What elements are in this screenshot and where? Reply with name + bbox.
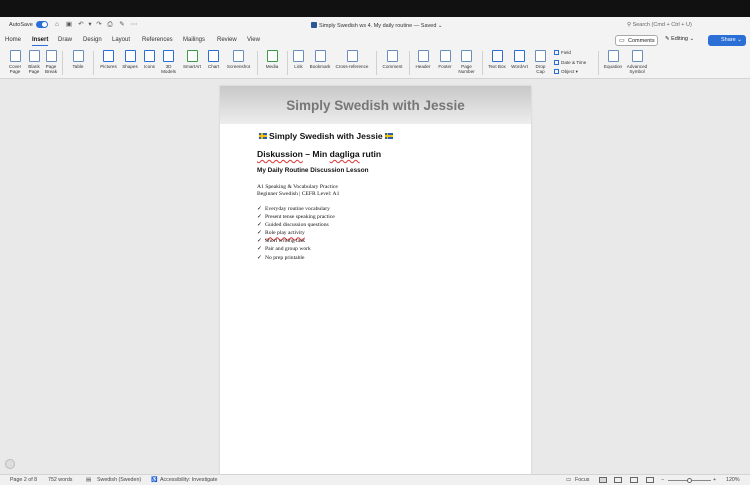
ribbon-divider [93, 51, 94, 75]
page-number-label-2: Number [458, 69, 475, 74]
proofing-icon: ▤ [86, 477, 92, 483]
list-item-text: Role play activity [265, 230, 305, 237]
comment-icon [387, 50, 398, 62]
comments-label: Comments [628, 38, 655, 44]
cover-page-button[interactable] [6, 50, 24, 74]
zoom-slider-thumb[interactable] [687, 478, 692, 483]
blank-page-label-2: Page [28, 69, 40, 74]
date-time-label: Date & Time [561, 60, 587, 65]
subtitle-word-diskussion: Diskussion [257, 149, 303, 159]
autosave-toggle[interactable] [36, 21, 48, 28]
list-item-text: Everyday routine vocabulary [265, 206, 330, 212]
ribbon-divider [287, 51, 288, 75]
swedish-flag-icon [259, 133, 267, 139]
list-item [257, 246, 335, 254]
comments-button[interactable] [615, 35, 658, 46]
table-button[interactable] [68, 50, 88, 69]
equation-button[interactable] [602, 50, 624, 69]
shapes-button[interactable] [120, 50, 140, 69]
cover-page-icon [10, 50, 21, 62]
pencil-icon: ✎ [665, 36, 670, 42]
undo-dropdown-icon[interactable]: ▾ [88, 21, 92, 28]
language-status[interactable]: Swedish (Sweden) [97, 477, 142, 483]
drop-cap-button[interactable] [532, 50, 549, 74]
web-layout-view-button[interactable] [614, 477, 622, 483]
print-layout-view-button[interactable] [599, 477, 607, 483]
table-label: Table [72, 64, 84, 69]
tab-insert[interactable]: Insert [32, 37, 49, 43]
document-page[interactable] [220, 86, 531, 475]
header-label: Header [415, 64, 431, 69]
word-count[interactable]: 752 words [48, 477, 73, 483]
ribbon-divider [257, 51, 258, 75]
comment-button[interactable] [381, 50, 404, 69]
field-label: Field [561, 50, 571, 55]
chevron-down-icon: ▾ [575, 69, 578, 74]
footer-button[interactable] [435, 50, 455, 69]
footer-icon [440, 50, 451, 62]
bookmark-icon [315, 50, 326, 62]
outline-view-button[interactable] [646, 477, 654, 483]
header-button[interactable] [413, 50, 433, 69]
media-icon [267, 50, 278, 62]
icons-icon [144, 50, 155, 62]
editing-label: Editing [671, 36, 688, 42]
omega-icon [632, 50, 643, 62]
comment-icon: ▭ [619, 38, 625, 44]
search-placeholder: Search (Cmd + Ctrl + U) [632, 22, 692, 28]
ribbon-divider [409, 51, 410, 75]
subtitle-word-min: – Min [305, 149, 328, 159]
chevron-down-icon: ⌄ [689, 36, 695, 42]
pi-icon [608, 50, 619, 62]
field-icon [554, 50, 559, 55]
list-item-text: Present tense speaking practice [265, 214, 335, 221]
ribbon-divider [62, 51, 63, 75]
list-item [257, 238, 335, 246]
media-label: Media [265, 64, 279, 69]
checkmark-icon: ✓ [257, 238, 262, 245]
tab-design[interactable]: Design [83, 37, 102, 43]
more-options-icon[interactable]: ⋯ [130, 21, 138, 28]
document-title[interactable] [311, 22, 443, 29]
copilot-button[interactable] [5, 459, 15, 469]
status-bar [0, 474, 750, 485]
editing-button[interactable] [665, 36, 694, 42]
share-label: Share [721, 37, 736, 43]
link-icon [293, 50, 304, 62]
list-item [257, 222, 335, 230]
undo-icon[interactable]: ↶ [78, 21, 84, 28]
document-title [257, 131, 395, 141]
list-item-text: Guided discussion questions [265, 222, 329, 229]
tab-review[interactable]: Review [217, 37, 237, 43]
advanced-symbol-label-1: Advanced [626, 64, 648, 69]
blank-page-button[interactable] [26, 50, 42, 74]
autosave-label: AutoSave [9, 22, 33, 28]
blank-page-label-1: Blank [28, 64, 40, 69]
info-line-1: A1 Speaking & Vocabulary Practice [257, 184, 338, 190]
checkmark-icon: ✓ [257, 222, 262, 229]
list-item-text: Pair and group work [265, 246, 311, 253]
document-title-text: Simply Swedish with Jessie [269, 131, 383, 141]
checkmark-icon: ✓ [257, 206, 262, 212]
footer-label: Footer [438, 64, 452, 69]
text-box-button[interactable] [486, 50, 508, 69]
3d-models-label-2: Models [161, 69, 176, 74]
text-box-icon [492, 50, 503, 62]
field-button[interactable] [554, 50, 571, 55]
link-button[interactable] [291, 50, 306, 69]
page-number-icon [461, 50, 472, 62]
list-item [257, 255, 335, 263]
search-icon: ⚲ [627, 22, 632, 28]
lesson-title: My Daily Routine Discussion Lesson [257, 167, 369, 174]
subtitle-word-rutin: rutin [362, 149, 382, 159]
bookmark-label: Bookmark [309, 64, 331, 69]
header-icon [418, 50, 429, 62]
shapes-label: Shapes [122, 64, 138, 69]
chevron-down-icon: ⌄ [437, 23, 443, 29]
page-number-label-1: Page [461, 64, 472, 69]
chevron-down-icon: ⌄ [737, 37, 742, 43]
read-mode-view-button[interactable] [630, 477, 638, 483]
document-title-text: Simply Swedish ws 4. My daily routine — Saved [319, 23, 437, 29]
tab-draw[interactable]: Draw [58, 37, 73, 43]
edit-icon[interactable]: ✎ [119, 21, 125, 28]
search-box[interactable] [627, 22, 692, 28]
info-line-2: Beginner Swedish | CEFR Level: A1 [257, 191, 340, 197]
cover-page-label-1: Cover [8, 64, 22, 69]
wordart-button[interactable] [509, 50, 530, 69]
screenshot-button[interactable] [224, 50, 253, 69]
redo-icon[interactable]: ↷ [96, 21, 102, 28]
page-break-label-2: Break [44, 69, 57, 74]
drop-cap-icon [535, 50, 546, 62]
ribbon-divider [376, 51, 377, 75]
icons-button[interactable] [141, 50, 158, 69]
tab-mailings[interactable]: Mailings [183, 37, 206, 43]
screenshot-icon [233, 50, 244, 62]
page-header-banner [220, 86, 531, 124]
cover-page-label-2: Page [9, 69, 21, 74]
document-subtitle [257, 149, 381, 159]
chart-icon [208, 50, 219, 62]
smartart-icon [187, 50, 198, 62]
checkmark-icon: ✓ [257, 214, 262, 221]
bookmark-button[interactable] [308, 50, 332, 69]
equation-label: Equation [603, 64, 623, 69]
drop-cap-label-2: Cap [536, 69, 545, 74]
checkmark-icon: ✓ [257, 254, 262, 261]
chart-label: Chart [207, 64, 220, 69]
zoom-out-icon[interactable]: − [661, 477, 665, 483]
blank-page-icon [29, 50, 40, 62]
focus-icon: ▭ [566, 477, 572, 483]
feature-checklist [257, 206, 335, 263]
page-break-label-1: Page [45, 64, 57, 69]
page-break-button[interactable] [43, 50, 59, 74]
accessibility-icon: ♿ [151, 477, 158, 483]
ribbon-divider [482, 51, 483, 75]
wordart-label: WordArt [511, 64, 528, 69]
zoom-level[interactable]: 120% [726, 477, 740, 483]
list-item [257, 206, 335, 214]
cross-reference-label: Cross-reference [335, 64, 369, 69]
screenshot-label: Screenshot [226, 64, 251, 69]
tab-layout[interactable]: Layout [112, 37, 131, 43]
share-button[interactable] [708, 35, 746, 46]
link-label: Link [294, 64, 303, 69]
zoom-in-icon[interactable]: + [713, 477, 717, 483]
home-icon[interactable]: ⌂ [55, 21, 59, 28]
cube-icon [163, 50, 174, 62]
list-item [257, 214, 335, 222]
pictures-label: Pictures [100, 64, 117, 69]
word-document-icon [311, 22, 317, 28]
drop-cap-label-1: Drop [535, 64, 546, 69]
calendar-icon [554, 60, 559, 65]
save-icon[interactable]: ▣ [65, 21, 73, 28]
checkmark-icon: ✓ [257, 230, 262, 237]
icons-label: Icons [144, 64, 155, 69]
object-icon [554, 69, 559, 74]
ribbon-divider [598, 51, 599, 75]
page-break-icon [46, 50, 57, 62]
insert-ribbon [0, 47, 750, 79]
page-number-button[interactable] [456, 50, 477, 74]
object-label: Object [561, 69, 575, 74]
table-icon [73, 50, 84, 62]
cross-reference-button[interactable] [333, 50, 371, 69]
accessibility-status[interactable]: Accessibility: Investigate [160, 477, 218, 483]
media-button[interactable] [262, 50, 282, 69]
cross-reference-icon [347, 50, 358, 62]
page-header-text: Simply Swedish with Jessie [286, 98, 465, 113]
smartart-label: SmartArt [182, 64, 202, 69]
comment-label: Comment [382, 64, 403, 69]
pictures-icon [103, 50, 114, 62]
tab-home[interactable]: Home [5, 37, 22, 43]
shapes-icon [125, 50, 136, 62]
print-icon[interactable]: ⎙ [107, 21, 113, 28]
tab-view[interactable]: View [247, 37, 260, 43]
3d-models-button[interactable] [159, 50, 178, 74]
wordart-icon [514, 50, 525, 62]
tab-references[interactable]: References [142, 37, 173, 43]
date-time-button[interactable] [554, 60, 586, 65]
advanced-symbol-label-2: Symbol [629, 69, 645, 74]
swedish-flag-icon [385, 133, 393, 139]
subtitle-word-dagliga: dagliga [329, 149, 360, 159]
object-button[interactable] [554, 69, 578, 75]
list-item-text: No prep printable [265, 254, 305, 261]
advanced-symbol-button[interactable] [625, 50, 649, 74]
3d-models-label-1: 3D [165, 64, 172, 69]
page-count[interactable]: Page 2 of 8 [10, 477, 38, 483]
list-item-text: Short writing task [265, 238, 306, 245]
checkmark-icon: ✓ [257, 246, 262, 253]
focus-button[interactable]: Focus [575, 477, 590, 483]
title-bar [0, 17, 750, 34]
system-menu-bar [0, 0, 750, 17]
chart-button[interactable] [205, 50, 222, 69]
list-item [257, 230, 335, 238]
pictures-button[interactable] [98, 50, 119, 69]
text-box-label: Text Box [488, 64, 506, 69]
smartart-button[interactable] [180, 50, 204, 69]
